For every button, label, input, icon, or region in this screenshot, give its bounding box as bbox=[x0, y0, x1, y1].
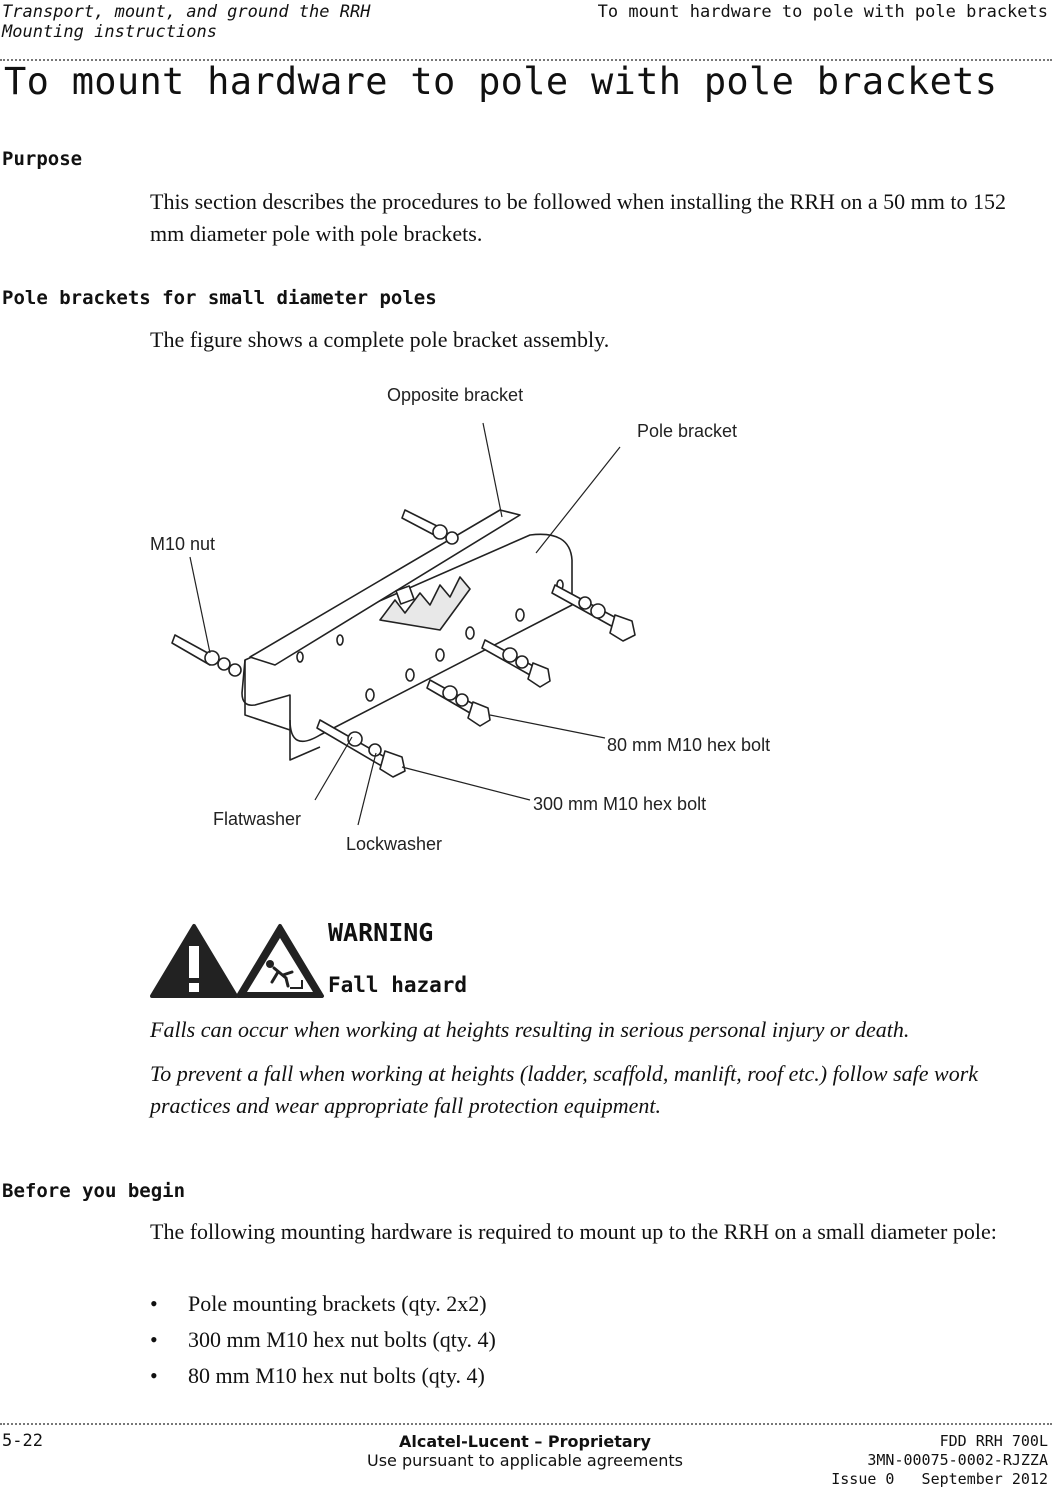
label-opposite-bracket: Opposite bracket bbox=[387, 385, 524, 405]
warning-subtitle: Fall hazard bbox=[328, 973, 468, 997]
label-flatwasher: Flatwasher bbox=[213, 809, 302, 829]
header-left bbox=[2, 2, 370, 42]
footer-right bbox=[831, 1432, 1048, 1489]
header-section: Mounting instructions bbox=[2, 22, 217, 42]
footer-center bbox=[325, 1432, 725, 1470]
bolt-80-upper bbox=[482, 640, 550, 687]
small-poles-heading: Pole brackets for small diameter poles bbox=[2, 287, 437, 309]
warning-text-2: To prevent a fall when working at heights (ladder, scaffold, manlift, roof etc.) follow safe work practices and wear appropriate fall protection equipment. bbox=[150, 1061, 979, 1118]
purpose-text: This section describes the procedures to be followed when installing the RRH on a 50 mm to 152 mm diameter pole with pole brackets. bbox=[150, 189, 1007, 246]
page-number: 5-22 bbox=[2, 1431, 43, 1451]
header-chapter: Transport, mount, and ground the RRH bbox=[2, 2, 371, 22]
label-lockwasher: Lockwasher bbox=[346, 834, 443, 854]
before-text: The following mounting hardware is required to mount up to the RRH on a small diameter pole: bbox=[150, 1219, 997, 1244]
warning-text-1: Falls can occur when working at heights resulting in serious personal injury or death. bbox=[150, 1017, 910, 1042]
list-item: • Pole mounting brackets (qty. 2x2) bbox=[150, 1291, 487, 1316]
list-item: • 80 mm M10 hex nut bolts (qty. 4) bbox=[150, 1363, 485, 1388]
footer-usage: Use pursuant to applicable agreements bbox=[367, 1451, 683, 1470]
bolt-300-right bbox=[552, 585, 635, 641]
fall-hazard-icon bbox=[238, 926, 322, 996]
bolt-300-lower bbox=[317, 720, 405, 777]
label-300mm-bolt: 300 mm M10 hex bolt bbox=[533, 794, 707, 814]
header-right: To mount hardware to pole with pole brackets bbox=[597, 2, 1048, 22]
footer-proprietary: Alcatel-Lucent – Proprietary bbox=[399, 1432, 651, 1451]
bolt-300-upper bbox=[402, 510, 458, 544]
warning-title: WARNING bbox=[328, 918, 434, 947]
warning-icons bbox=[150, 922, 325, 1000]
bolt-80-lower bbox=[427, 680, 490, 726]
exclamation-triangle-icon bbox=[152, 926, 236, 996]
label-80mm-bolt: 80 mm M10 hex bolt bbox=[607, 735, 771, 755]
label-pole-bracket: Pole bracket bbox=[637, 421, 738, 441]
footer-product: FDD RRH 700L bbox=[939, 1432, 1048, 1450]
pole-bracket-figure bbox=[140, 375, 820, 865]
small-poles-text: The figure shows a complete pole bracket assembly. bbox=[150, 327, 610, 352]
label-m10-nut: M10 nut bbox=[150, 534, 216, 554]
footer-doc-number: 3MN-00075-0002-RJZZA bbox=[867, 1451, 1048, 1469]
list-item: • 300 mm M10 hex nut bolts (qty. 4) bbox=[150, 1327, 496, 1352]
before-heading: Before you begin bbox=[2, 1180, 186, 1202]
page-title: To mount hardware to pole with pole brackets bbox=[4, 60, 998, 103]
bolt-300-left bbox=[172, 635, 241, 676]
purpose-heading: Purpose bbox=[2, 148, 83, 170]
footer-issue: Issue 0 September 2012 bbox=[831, 1470, 1048, 1488]
footer-divider bbox=[0, 1423, 1052, 1425]
